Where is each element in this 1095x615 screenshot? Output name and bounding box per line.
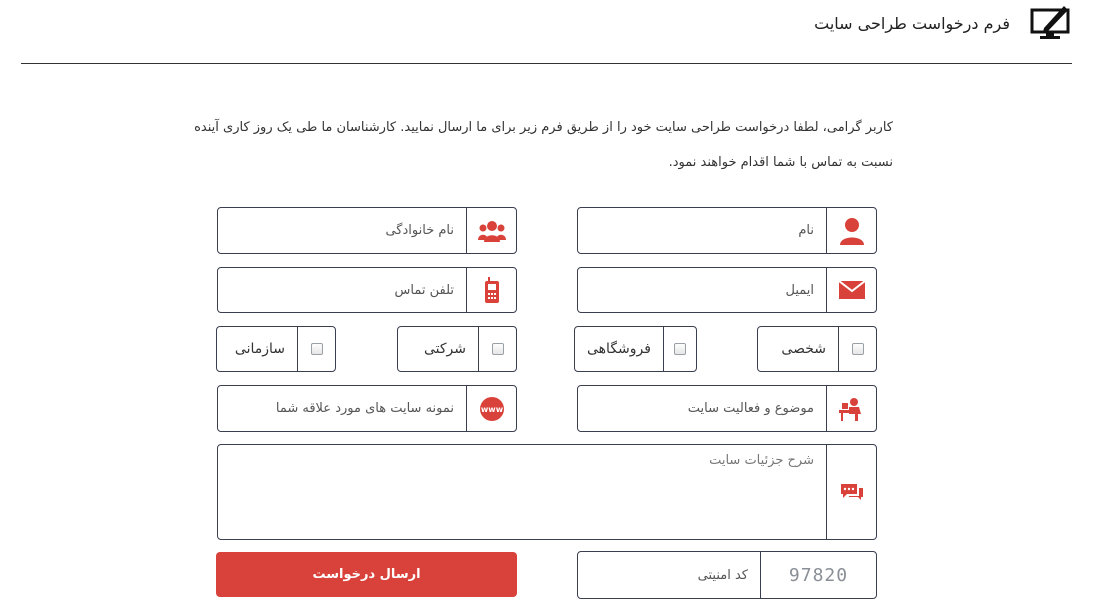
subject-field[interactable] xyxy=(577,385,877,432)
checkbox[interactable] xyxy=(663,327,696,371)
page-title: فرم درخواست طراحی سایت xyxy=(814,13,1010,33)
checkbox-label: سازمانی xyxy=(234,341,285,357)
phone-input[interactable]: تلفن تماس xyxy=(394,282,454,298)
captcha-image: 97820 xyxy=(760,552,876,598)
details-field[interactable] xyxy=(217,444,877,540)
intro-line-1: کاربر گرامی، لطفا درخواست طراحی سایت خود را از طریق فرم زیر برای ما ارسال نمایید. کارشناسان ما طی یک روز کاری آینده xyxy=(194,120,893,135)
security-code-field[interactable] xyxy=(577,551,877,599)
security-code-input[interactable]: کد امنیتی xyxy=(697,567,748,583)
checkbox[interactable] xyxy=(478,327,516,371)
site-type-shop[interactable] xyxy=(574,326,697,372)
details-textarea[interactable] xyxy=(218,445,826,539)
envelope-icon xyxy=(826,268,876,312)
site-type-organization[interactable] xyxy=(216,326,336,372)
email-input[interactable]: ایمیل xyxy=(785,282,814,298)
group-icon xyxy=(466,208,516,253)
checkbox-label: فروشگاهی xyxy=(587,341,651,357)
site-type-company[interactable] xyxy=(397,326,517,372)
checkbox[interactable] xyxy=(838,327,876,371)
sample-sites-input[interactable]: نمونه سایت های مورد علاقه شما xyxy=(275,401,454,416)
page-header xyxy=(21,0,1072,64)
email-field[interactable] xyxy=(577,267,877,313)
last-name-input[interactable]: نام خانوادگی xyxy=(385,223,454,238)
mobile-phone-icon xyxy=(466,268,516,312)
phone-field[interactable] xyxy=(217,267,517,313)
user-icon xyxy=(826,208,876,253)
chat-bubbles-icon xyxy=(826,445,876,539)
checkbox-label: شرکتی xyxy=(423,341,466,357)
intro-text xyxy=(193,110,893,180)
subject-input[interactable]: موضوع و فعالیت سایت xyxy=(687,401,814,416)
www-globe-icon xyxy=(466,386,516,431)
details-placeholder: شرح جزئیات سایت xyxy=(709,453,814,468)
monitor-pen-icon xyxy=(1030,4,1072,42)
header-title-group xyxy=(814,4,1072,42)
first-name-field[interactable] xyxy=(577,207,877,254)
checkbox-label: شخصی xyxy=(781,341,826,357)
intro-line-2: نسبت به تماس با شما اقدام خواهند نمود. xyxy=(668,155,893,170)
sample-sites-field[interactable] xyxy=(217,385,517,432)
checkbox[interactable] xyxy=(297,327,335,371)
last-name-field[interactable] xyxy=(217,207,517,254)
submit-request-button[interactable]: ارسال درخواست xyxy=(216,552,517,597)
first-name-input[interactable]: نام xyxy=(798,223,814,238)
office-worker-icon xyxy=(826,386,876,431)
svg-text:www: www xyxy=(480,404,503,414)
site-type-personal[interactable] xyxy=(757,326,877,372)
